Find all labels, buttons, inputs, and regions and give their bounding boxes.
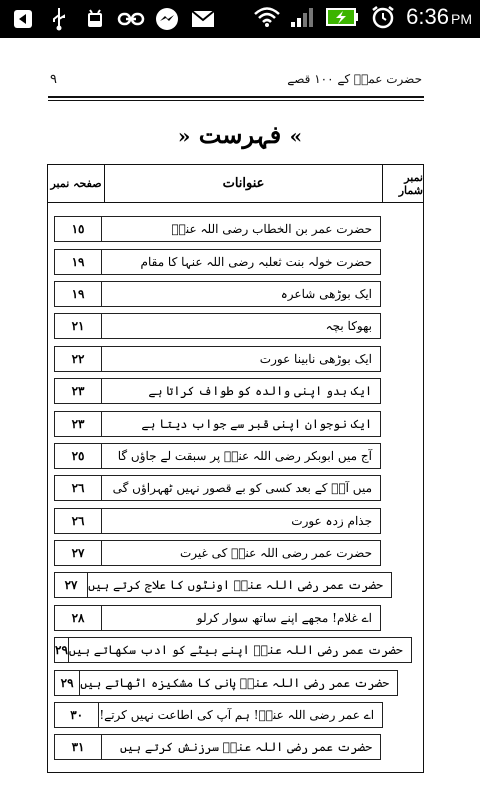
entry-page-number: ٢١	[54, 313, 102, 339]
usb-icon	[46, 6, 72, 32]
toc-header-row	[48, 165, 423, 203]
entry-title[interactable]: حضرت عمر بن الخطاب رضی اللہ عنہٗ	[102, 216, 381, 242]
heading-text: فہرست	[198, 120, 282, 149]
table-row[interactable]	[54, 537, 417, 569]
running-title: حضرت عمرؓ کے ١٠٠ قصے	[287, 72, 422, 86]
messenger-icon	[154, 6, 180, 32]
entry-page-number: ٢٥	[54, 443, 102, 469]
table-row[interactable]	[54, 731, 417, 763]
table-of-contents	[47, 164, 424, 773]
entry-page-number: ١٩	[54, 281, 102, 307]
entry-title[interactable]: ایک بوڑھی نابینا عورت	[102, 346, 381, 372]
link-icon	[118, 6, 144, 32]
entry-page-number: ٣٠	[54, 702, 99, 728]
table-row[interactable]	[54, 699, 417, 731]
entry-page-number: ٢٦	[54, 508, 102, 534]
entry-page-number: ٣١	[54, 734, 102, 760]
table-row[interactable]	[54, 375, 417, 407]
status-notifications	[10, 6, 216, 32]
entry-title[interactable]: حضرت عمر رضی اللہ عنہٗ پانی کا مشکیزہ اٹھاتے ہیں	[80, 670, 398, 696]
back-arrow-icon	[10, 6, 36, 32]
battery-charging-icon	[326, 4, 360, 30]
table-row[interactable]	[54, 602, 417, 634]
entry-page-number: ٢٩	[54, 670, 80, 696]
entry-title[interactable]: بھوکا بچہ	[102, 313, 381, 339]
wifi-icon	[254, 4, 280, 30]
signal-icon	[290, 4, 316, 30]
column-header-page: صفحہ نمبر	[50, 177, 102, 190]
entry-title[interactable]: میں آپؐ کے بعد کسی کو بے قصور نہیں ٹھہراؤں گی	[102, 475, 381, 501]
entry-title[interactable]: ایک بوڑھی شاعرہ	[102, 281, 381, 307]
table-row[interactable]	[54, 505, 417, 537]
entry-page-number: ١٩	[54, 249, 102, 275]
table-row[interactable]	[54, 245, 417, 277]
entry-page-number: ٢٧	[54, 572, 88, 598]
table-row[interactable]	[54, 440, 417, 472]
entry-title[interactable]: حضرت عمر رضی اللہ عنہٗ سرزنش کرتے ہیں	[102, 734, 381, 760]
alarm-icon	[370, 4, 396, 30]
entry-page-number: ٢٩	[54, 637, 69, 663]
table-row[interactable]	[54, 278, 417, 310]
entry-title[interactable]: اے عمر رضی اللہ عنہٗ! ہم آپ کی اطاعت نہیں کرتے!	[99, 702, 383, 728]
table-row[interactable]	[54, 213, 417, 245]
header-rule-thick	[48, 96, 424, 98]
table-row[interactable]	[54, 634, 417, 666]
header-rule-thin	[48, 100, 424, 101]
page-heading	[0, 120, 480, 149]
column-header-title: عنوانات	[104, 165, 382, 202]
running-head	[50, 72, 422, 94]
heading-ornament-right: »	[289, 124, 303, 148]
entry-title[interactable]: حضرت عمر رضی اللہ عنہٗ کی غیرت	[102, 540, 381, 566]
table-row[interactable]	[54, 407, 417, 439]
entry-title[interactable]: جذام زدہ عورت	[102, 508, 381, 534]
entry-title[interactable]: حضرت خولہ بنت ثعلبہ رضی اللہ عنہا کا مقام	[102, 249, 381, 275]
status-bar	[0, 0, 480, 38]
entry-page-number: ٢٢	[54, 346, 102, 372]
status-system	[254, 4, 472, 30]
page-number: ٩	[50, 72, 57, 87]
column-header-serial: نمبر شمار	[382, 165, 423, 202]
entry-title[interactable]: ایک نوجوان اپنی قبر سے جواب دیتا ہے	[102, 411, 381, 437]
table-row[interactable]	[54, 310, 417, 342]
mail-icon	[190, 6, 216, 32]
entry-title[interactable]: ایک بدو اپنی والدہ کو طواف کراتا ہے	[102, 378, 381, 404]
entry-title[interactable]: آج میں ابوبکر رضی اللہ عنہٗ پر سبقت لے جاؤں گا	[102, 443, 381, 469]
book-page	[0, 38, 480, 800]
heading-ornament-left: «	[177, 124, 191, 148]
entry-page-number: ٢٦	[54, 475, 102, 501]
entry-title[interactable]: حضرت عمر رضی اللہ عنہٗ اپنے بیٹے کو ادب سکھاتے ہیں	[69, 637, 412, 663]
table-row[interactable]	[54, 666, 417, 698]
android-debug-icon	[82, 6, 108, 32]
clock: 6:36 PM	[406, 4, 472, 29]
entry-page-number: ٢٣	[54, 411, 102, 437]
entry-page-number: ٢٧	[54, 540, 102, 566]
table-row[interactable]	[54, 569, 417, 601]
table-row[interactable]	[54, 472, 417, 504]
entry-title[interactable]: حضرت عمر رضی اللہ عنہٗ اونٹوں کا علاج کرتے ہیں	[88, 572, 392, 598]
table-row[interactable]	[54, 343, 417, 375]
entry-page-number: ٢٨	[54, 605, 102, 631]
entry-page-number: ٢٣	[54, 378, 102, 404]
entry-title[interactable]: اے غلام! مجھے اپنے ساتھ سوار کرلو	[102, 605, 381, 631]
entry-page-number: ١٥	[54, 216, 102, 242]
toc-body	[48, 203, 423, 772]
